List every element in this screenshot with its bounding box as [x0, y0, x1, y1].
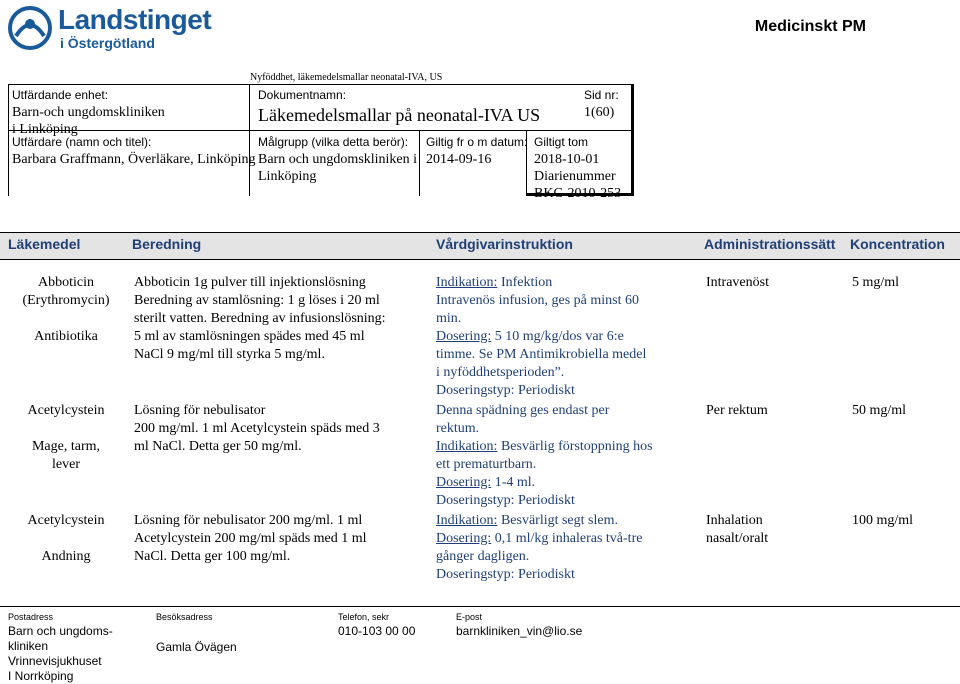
indication-label: Indikation:: [436, 439, 498, 454]
instr-indication: [436, 512, 642, 530]
drug-category: Mage, tarm,: [31, 439, 101, 454]
issuer-label: Utfärdande enhet:: [12, 88, 109, 102]
drug-spacer: [8, 530, 124, 548]
valid-from-block: [426, 134, 527, 168]
issuer-value-line-2: i Linköping: [12, 122, 78, 137]
diary-value: BKC-2010-253: [534, 186, 622, 201]
dosing-type: Doseringstyp: Periodiskt: [436, 493, 575, 508]
phone-label: Telefon, sekr: [338, 612, 390, 622]
author-label: Utfärdare (namn och titel):: [12, 135, 152, 149]
dosing-label: Dosering:: [436, 475, 492, 490]
prep-line: ml NaCl. Detta ger 50 mg/ml.: [134, 439, 302, 454]
post-label: Postadress: [8, 612, 54, 622]
drug-name: Acetylcystein: [27, 513, 105, 528]
instr-cell: [436, 402, 653, 510]
indication-text: Infektion: [497, 275, 553, 290]
conc-cell: 50 mg/ml: [852, 403, 907, 418]
drug-category: Antibiotika: [34, 329, 98, 344]
diary-label: Diarienummer: [534, 169, 616, 184]
dosing-label: Dosering:: [436, 329, 492, 344]
prep-line: sterilt vatten. Beredning av infusionslösning:: [134, 311, 386, 326]
prep-cell: [134, 512, 367, 566]
post-line: I Norrköping: [8, 669, 74, 683]
col-header-prep: Beredning: [132, 236, 202, 252]
dosing-type: Doseringstyp: Periodiskt: [436, 567, 575, 582]
prep-line: 5 ml av stamlösningen spädes med 45 ml: [134, 329, 365, 344]
issuer-value-line-1: Barn-och ungdomskliniken: [12, 105, 165, 120]
page-label: Sid nr:: [584, 88, 619, 102]
docname-label: Dokumentnamn:: [258, 88, 347, 102]
valid-to-value: 2018-10-01: [534, 152, 600, 167]
issuer-block: [12, 87, 165, 138]
post-line: Vrinnevisjukhuset: [8, 654, 102, 668]
visit-label: Besöksadress: [156, 612, 213, 622]
post-value: [8, 624, 113, 684]
table-header-row: [0, 232, 960, 260]
indication-text: Besvärlig förstoppning hos: [497, 439, 653, 454]
visit-value: Gamla Övägen: [156, 640, 237, 654]
drug-category: lever: [52, 457, 80, 472]
route-cell: Intravenöst: [706, 275, 769, 290]
dosing-text: 1-4 ml.: [491, 475, 536, 490]
drug-category: Andning: [41, 549, 91, 564]
route-line: nasalt/oralt: [706, 531, 769, 546]
indication-text: Besvärligt segt slem.: [497, 513, 618, 528]
table-bottom-rule: [0, 606, 960, 607]
author-block: [12, 134, 255, 168]
table-row: [0, 274, 960, 398]
instr-cell: [436, 512, 642, 584]
valid-from-label: Giltig fr o m datum:: [426, 135, 528, 149]
instr-line: Intravenös infusion, ges på minst 60: [436, 293, 639, 308]
instr-line: Denna spädning ges endast per: [436, 403, 610, 418]
org-name: Landstinget: [58, 4, 212, 35]
col-header-route: Administrationssätt: [704, 236, 836, 252]
landstinget-logo-icon: [8, 6, 52, 50]
indication-label: Indikation:: [436, 513, 498, 528]
footer: [0, 612, 960, 684]
instr-indication: [436, 438, 653, 456]
route-cell: Per rektum: [706, 403, 768, 418]
instr-line: timme. Se PM Antimikrobiella medel: [436, 347, 647, 362]
route-line: Inhalation: [706, 513, 763, 528]
phone-value: 010-103 00 00: [338, 624, 416, 638]
drug-cell: [8, 512, 124, 566]
org-sub: i Östergötland: [60, 35, 155, 51]
route-cell: [706, 512, 768, 548]
target-value-line-2: Linköping: [258, 169, 317, 184]
conc-cell: 5 mg/ml: [852, 275, 900, 290]
prep-line: Acetylcystein 200 mg/ml späds med 1 ml: [134, 531, 367, 546]
table-row: [0, 402, 960, 508]
org-logo: [8, 4, 238, 52]
dosing-label: Dosering:: [436, 531, 492, 546]
indication-label: Indikation:: [436, 275, 498, 290]
email-label: E-post: [456, 612, 483, 622]
valid-from-value: 2014-09-16: [426, 152, 492, 167]
dosing-text: 0,1 ml/kg inhaleras två-tre: [491, 531, 643, 546]
instr-indication: [436, 274, 646, 292]
page-value: 1(60): [584, 105, 615, 120]
provenance-note: Nyföddhet, läkemedelsmallar neonatal-IVA, US: [250, 72, 443, 83]
valid-to-label: Giltigt tom: [534, 135, 589, 149]
instr-dosing: [436, 474, 653, 492]
drug-spacer: [8, 420, 124, 438]
prep-line: NaCl 9 mg/ml till styrka 5 mg/ml.: [134, 347, 325, 362]
instr-dosing: [436, 328, 646, 346]
drug-cell: [8, 402, 124, 474]
prep-line: Lösning för nebulisator 200 mg/ml. 1 ml: [134, 513, 363, 528]
instr-cell: [436, 274, 646, 400]
drug-spacer: [8, 310, 124, 328]
instr-line: rektum.: [436, 421, 480, 436]
target-block: [258, 134, 417, 185]
instr-line: ett prematurtbarn.: [436, 457, 537, 472]
post-line: kliniken: [8, 639, 49, 653]
drug-name: Acetylcystein: [27, 403, 105, 418]
instr-line: min.: [436, 311, 462, 326]
drug-generic: (Erythromycin): [22, 293, 110, 308]
dosing-text: 5 10 mg/kg/dos var 6:e: [491, 329, 624, 344]
post-line: Barn och ungdoms-: [8, 624, 113, 638]
table-row: [0, 512, 960, 592]
valid-to-block: [534, 134, 621, 202]
col-header-drug: Läkemedel: [8, 236, 81, 252]
prep-cell: [134, 274, 386, 364]
prep-line: 200 mg/ml. 1 ml Acetylcystein späds med 3: [134, 421, 380, 436]
target-value-line-1: Barn och ungdomskliniken i: [258, 152, 418, 167]
author-value: Barbara Graffmann, Överläkare, Linköping: [12, 152, 256, 167]
dosing-type: Doseringstyp: Periodiskt: [436, 383, 575, 398]
prep-line: Lösning för nebulisator: [134, 403, 266, 418]
instr-dosing: [436, 530, 642, 548]
prep-cell: [134, 402, 380, 456]
target-label: Målgrupp (vilka detta berör):: [258, 135, 409, 149]
col-header-conc: Koncentration: [850, 236, 945, 252]
drug-cell: [8, 274, 124, 346]
docname-block: [258, 87, 540, 126]
instr-line: i nyföddhetsperioden”.: [436, 365, 565, 380]
col-header-instr: Vårdgivarinstruktion: [436, 236, 573, 252]
doc-type-title: Medicinskt PM: [754, 18, 866, 35]
conc-cell: 100 mg/ml: [852, 513, 914, 528]
instr-line: gånger dagligen.: [436, 549, 530, 564]
document-info-box: [8, 84, 634, 201]
drug-name: Abboticin: [38, 275, 94, 290]
prep-line: Beredning av stamlösning: 1 g löses i 20 ml: [134, 293, 380, 308]
docname-value: Läkemedelsmallar på neonatal-IVA US: [258, 105, 541, 125]
prep-line: Abboticin 1g pulver till injektionslösning: [134, 275, 366, 290]
prep-line: NaCl. Detta ger 100 mg/ml.: [134, 549, 291, 564]
page-block: [584, 87, 619, 121]
email-value[interactable]: barnkliniken_vin@lio.se: [456, 624, 583, 638]
